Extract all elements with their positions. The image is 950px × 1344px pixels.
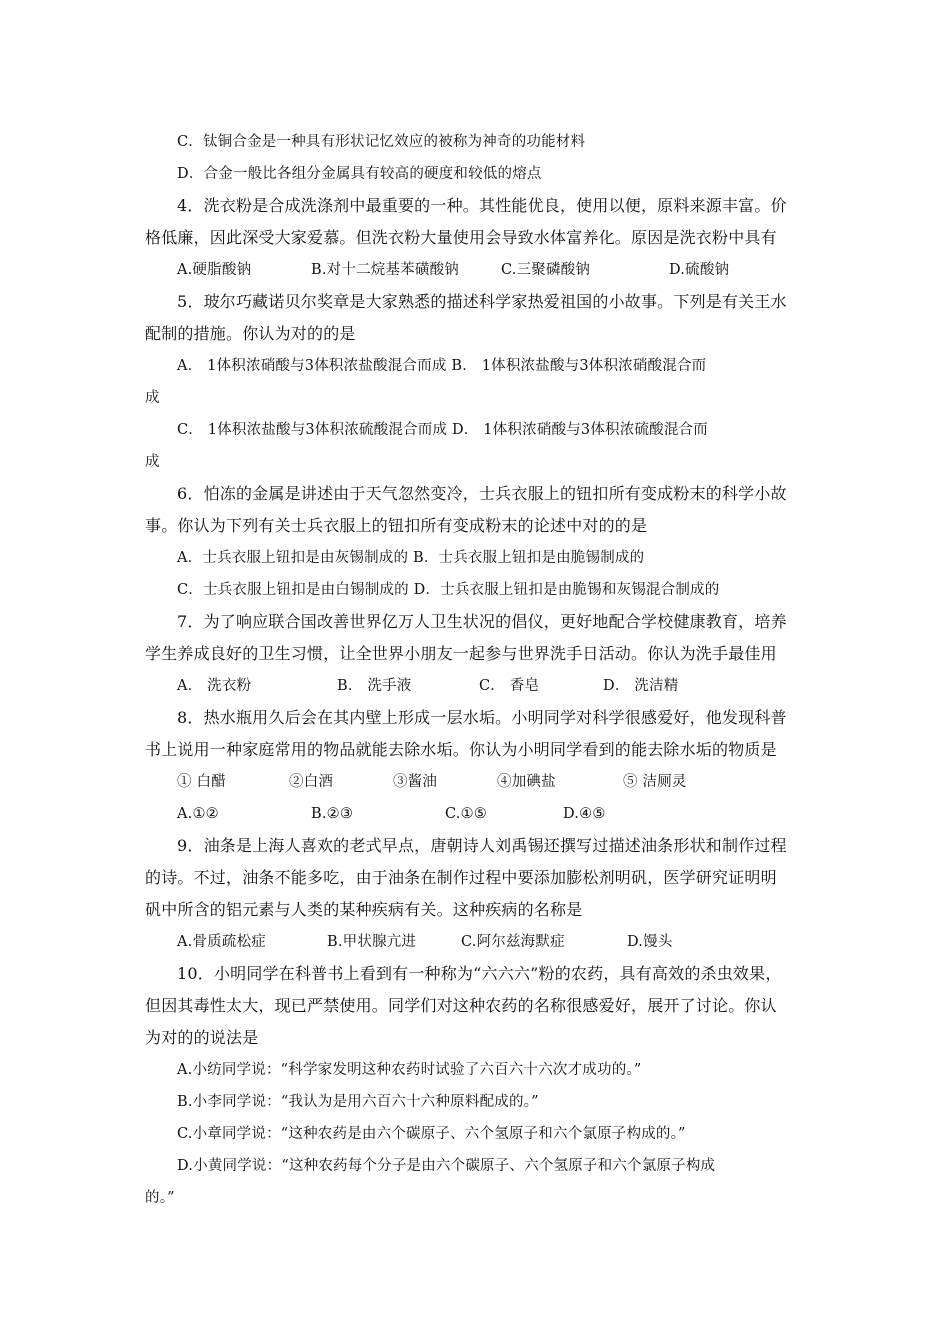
q4-stem-line2: 格低廉，因此深受大家爱慕。但洗衣粉大量使用会导致水体富养化。原因是洗衣粉中具有 [145,228,777,247]
q9-option-d: D.馒头 [627,934,673,950]
q10-stem-line3: 为对的的说法是 [145,1028,259,1047]
q5-option-ab-cont: 成 [145,390,160,406]
q7-option-d: D． 洗洁精 [603,678,679,694]
q8-item-5: ⑤ 洁厕灵 [623,774,687,790]
q5-option-cd: C． 1体积浓盐酸与3体积浓硫酸混合而成 D． 1体积浓硝酸与3体积浓硫酸混合而 [177,422,708,438]
q8-option-d: D.④⑤ [563,806,606,822]
q8-option-b: B.②③ [311,806,354,822]
q5-option-cd-cont: 成 [145,454,160,470]
q8-option-a: A.①② [177,806,219,822]
q9-stem-line3: 矾中所含的铝元素与人类的某种疾病有关。这种疾病的名称是 [145,900,583,919]
q10-stem-line2: 但因其毒性太大，现已严禁使用。同学们对这种农药的名称很感爱好，展开了讨论。你认 [145,996,777,1015]
q8-item-1: ① 白醋 [177,774,226,790]
q7-option-a: A． 洗衣粉 [177,678,252,694]
q7-stem-line2: 学生养成良好的卫生习惯，让全世界小朋友一起参与世界洗手日活动。你认为洗手最佳用 [145,644,777,663]
q10-option-d-cont: 的。” [145,1190,175,1206]
q6-stem-line1: 6．怕冻的金属是讲述由于天气忽然变冷，士兵衣服上的钮扣所有变成粉末的科学小故 [177,484,787,503]
q4-stem-line1: 4．洗衣粉是合成洗涤剂中最重要的一种。其性能优良，使用以便，原料来源丰富。价 [177,196,787,215]
q4-option-c: C.三聚磷酸钠 [501,262,591,278]
q4-option-a: A.硬脂酸钠 [177,262,252,278]
q4-options [177,259,729,281]
q3-option-c: C．钛铜合金是一种具有形状记忆效应的被称为神奇的功能材料 [177,134,586,150]
q10-stem-line1: 10．小明同学在科普书上看到有一种称为“六六六”粉的农药，具有高效的杀虫效果， [177,964,782,983]
q10-option-a: A.小纺同学说：“科学家发明这种农药时试验了六百六十六次才成功的。” [177,1062,642,1078]
q9-stem-line1: 9．油条是上海人喜欢的老式早点，唐朝诗人刘禹锡还撰写过描述油条形状和制作过程 [177,836,787,855]
q8-stem-line2: 书上说用一种家庭常用的物品就能去除水垢。你认为小明同学看到的能去除水垢的物质是 [145,740,777,759]
q8-stem-line1: 8．热水瓶用久后会在其内壁上形成一层水垢。小明同学对科学很感爱好，他发现科普 [177,708,787,727]
q5-stem-line2: 配制的措施。你认为对的的是 [145,324,356,343]
q8-option-c: C.①⑤ [445,806,487,822]
q7-option-c: C． 香皂 [479,678,540,694]
q9-option-a: A.骨质疏松症 [177,934,266,950]
q10-option-c: C.小章同学说：“这种农药是由六个碳原子、六个氢原子和六个氯原子构成的。” [177,1126,686,1142]
q4-option-b: B.对十二烷基苯磺酸钠 [311,262,459,278]
q8-items [177,771,687,793]
q9-options [177,931,673,953]
q9-stem-line2: 的诗。不过，油条不能多吃，由于油条在制作过程中要添加膨松剂明矾，医学研究证明明 [145,868,777,887]
q8-item-3: ③酱油 [393,774,438,790]
q6-option-cd: C．士兵衣服上钮扣是由白锡制成的 D．士兵衣服上钮扣是由脆锡和灰锡混合制成的 [177,582,720,598]
q9-option-b: B.甲状腺亢进 [327,934,417,950]
q3-option-d: D．合金一般比各组分金属具有较高的硬度和较低的熔点 [177,166,542,182]
q6-stem-line2: 事。你认为下列有关士兵衣服上的钮扣所有变成粉末的论述中对的的是 [145,516,648,535]
q4-option-d: D.硫酸钠 [669,262,730,278]
q10-option-b: B.小李同学说：“我认为是用六百六十六种原料配成的。” [177,1094,539,1110]
q5-option-ab: A． 1体积浓硝酸与3体积浓盐酸混合而成 B． 1体积浓盐酸与3体积浓硝酸混合而 [177,358,707,374]
q6-option-ab: A．士兵衣服上钮扣是由灰锡制成的 B．士兵衣服上钮扣是由脆锡制成的 [177,550,645,566]
q10-option-d: D.小黄同学说：“这种农药每个分子是由六个碳原子、六个氢原子和六个氯原子构成 [177,1158,716,1174]
q5-stem-line1: 5．玻尔巧藏诺贝尔奖章是大家熟悉的描述科学家热爱祖国的小故事。下列是有关王水 [177,292,787,311]
q8-item-2: ②白酒 [289,774,334,790]
q7-stem-line1: 7．为了响应联合国改善世界亿万人卫生状况的倡仪，更好地配合学校健康教育，培养 [177,612,787,631]
q7-options [177,675,678,697]
q7-option-b: B． 洗手液 [337,678,412,694]
q9-option-c: C.阿尔兹海默症 [461,934,565,950]
q8-item-4: ④加碘盐 [497,774,556,790]
q8-options [177,803,606,825]
